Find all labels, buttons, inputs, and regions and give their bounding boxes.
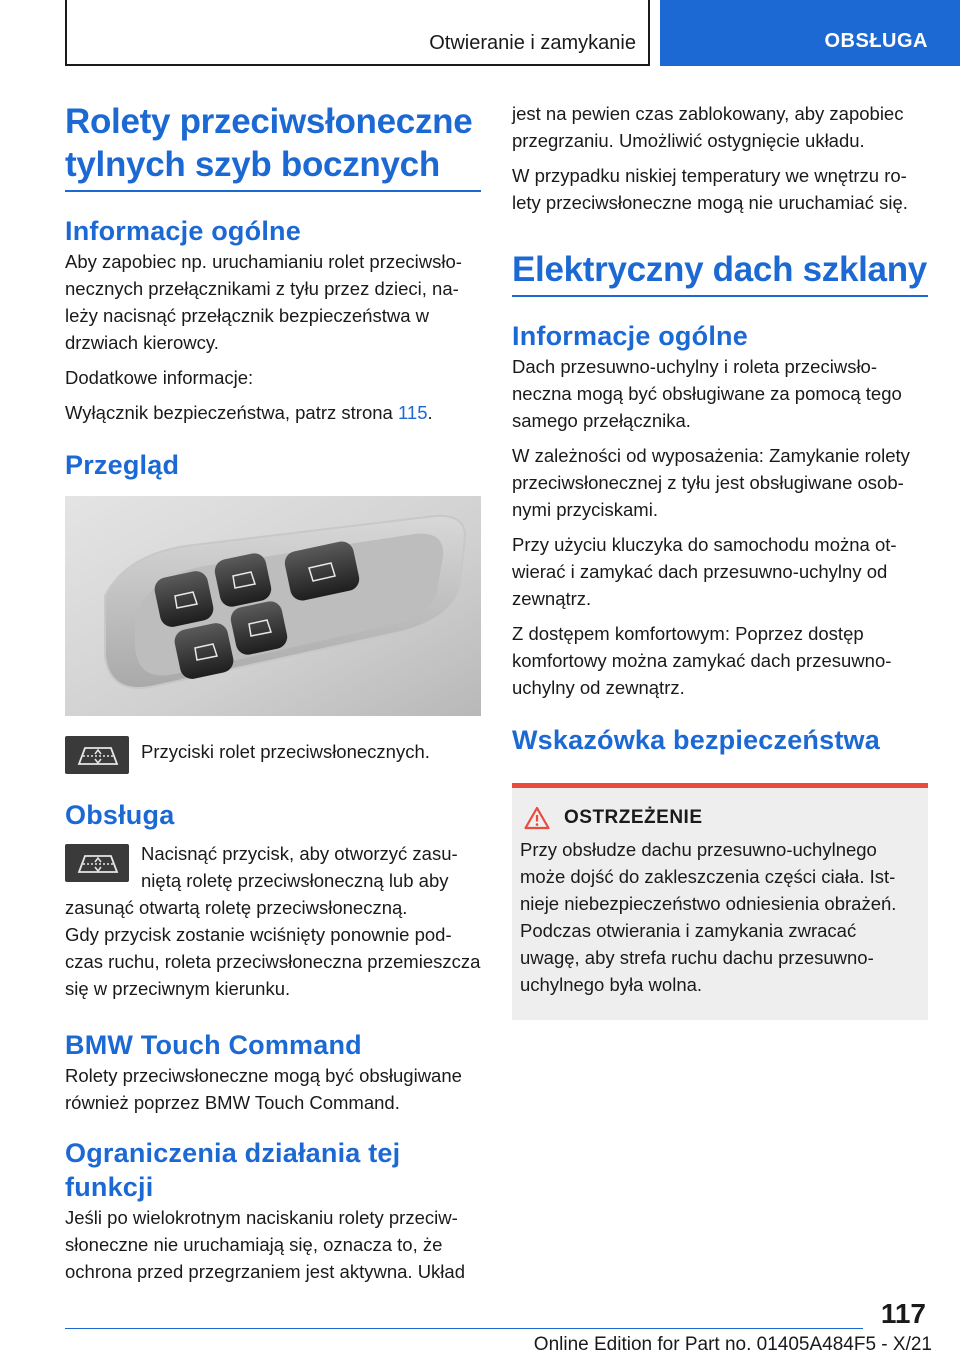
left-general-p3-text: Wyłącznik bezpieczeństwa, patrz strona	[65, 402, 398, 423]
operation-p1: Nacisnąć przycisk, aby otworzyć zasuniętą roletę przeciwsłoneczną lub aby zasunąć otwartą roletę przeciwsłoneczną.	[65, 843, 458, 918]
warning-title: OSTRZEŻENIE	[564, 807, 703, 828]
right-cont-p2: W przypadku niskiej temperatury we wnętrzu rolety przeciwsłoneczne mogą nie uruchamiać się.	[512, 165, 908, 213]
left-title-block	[65, 100, 481, 192]
left-general-p2: Dodatkowe informacje:	[65, 367, 254, 388]
header-section-box	[65, 0, 650, 66]
page-link-115[interactable]: 115	[397, 402, 428, 423]
right-general-p3: Przy użyciu kluczyka do samochodu można otwierać i zamykać dach przesuwno-uchylny od zewnątrz.	[512, 534, 897, 609]
footer-edition: Online Edition for Part no. 01405A484F5 - X/21	[533, 1334, 932, 1355]
left-general-heading: Informacje ogólne	[65, 216, 301, 246]
left-general-p3-end: .	[427, 402, 433, 423]
right-general-heading: Informacje ogólne	[512, 321, 748, 351]
touch-command-heading: BMW Touch Command	[65, 1030, 362, 1060]
footer-divider	[65, 1328, 863, 1329]
touch-command-p1: Rolety przeciwsłoneczne mogą być obsługiwane również poprzez BMW Touch Command.	[65, 1065, 462, 1113]
right-page-title: Elektryczny dach szklany	[512, 250, 927, 289]
warning-box	[512, 783, 928, 1020]
operation-p2: Gdy przycisk zostanie wciśnięty ponownie podczas ruchu, roleta przeciwsłoneczna przemieszcza się w przeciwnym kierunku.	[65, 924, 481, 999]
left-page-title: Rolety przeciwsłoneczne tylnych szyb bocznych	[65, 102, 473, 184]
right-column	[512, 100, 928, 1020]
right-cont-p1: jest na pewien czas zablokowany, aby zapobiec przegrzaniu. Umożliwić ostygnięcie układu.	[512, 103, 904, 151]
warning-text: Przy obsłudze dachu przesuwno-uchylnego może dojść do zakleszczenia części ciała. Istnieje niebezpieczeństwo odniesienia obrażeń. Podczas otwierania i zamykania zwracać uwagę, aby strefa ruchu dachu przesuwno-uchylnego była wolna.	[520, 839, 897, 995]
limits-p1: Jeśli po wielokrotnym naciskaniu rolety przeciwsłoneczne nie uruchamiają się, oznacza to, że ochrona przed przegrzaniem jest aktywna. Układ	[65, 1207, 465, 1282]
right-general-p4: Z dostępem komfortowym: Poprzez dostęp komfortowy można zamykać dach przesuwno-uchylny od zewnątrz.	[512, 623, 892, 698]
page-number: 117	[880, 1298, 926, 1329]
operation-heading: Obsługa	[65, 800, 175, 830]
operation-block	[65, 840, 481, 921]
header-chapter-tab	[660, 0, 960, 66]
figure-caption: Przyciski rolet przeciwsłonecznych.	[141, 741, 430, 762]
right-general-p1: Dach przesuwno-uchylny i roleta przeciwsłoneczna mogą być obsługiwane za pomocą tego samego przełącznika.	[512, 356, 902, 431]
left-general-p3	[65, 399, 481, 426]
window-switch-photo	[65, 496, 481, 716]
figure-caption-row	[65, 736, 481, 774]
sunblind-button-icon	[65, 736, 129, 774]
overview-heading: Przegląd	[65, 450, 180, 480]
warning-title-row	[520, 806, 920, 830]
left-general-p1: Aby zapobiec np. uruchamianiu rolet przeciwsłonecznych przełącznikami z tyłu przez dzieci, należy nacisnąć przełącznik bezpieczeństwa w drzwiach kierowcy.	[65, 251, 462, 353]
header-chapter-label: OBSŁUGA	[824, 30, 928, 52]
safety-heading: Wskazówka bezpieczeństwa	[512, 725, 880, 755]
limits-heading: Ograniczenia działania tej funkcji	[65, 1138, 401, 1202]
header-section-title: Otwieranie i zamykanie	[429, 32, 636, 54]
right-title-block	[512, 248, 928, 297]
warning-triangle-icon	[524, 806, 550, 830]
sunblind-button-icon-2	[65, 844, 129, 882]
right-general-p2: W zależności od wyposażenia: Zamykanie rolety przeciwsłonecznej z tyłu jest obsługiwane osobnymi przyciskami.	[512, 445, 910, 520]
left-column	[65, 100, 481, 1285]
